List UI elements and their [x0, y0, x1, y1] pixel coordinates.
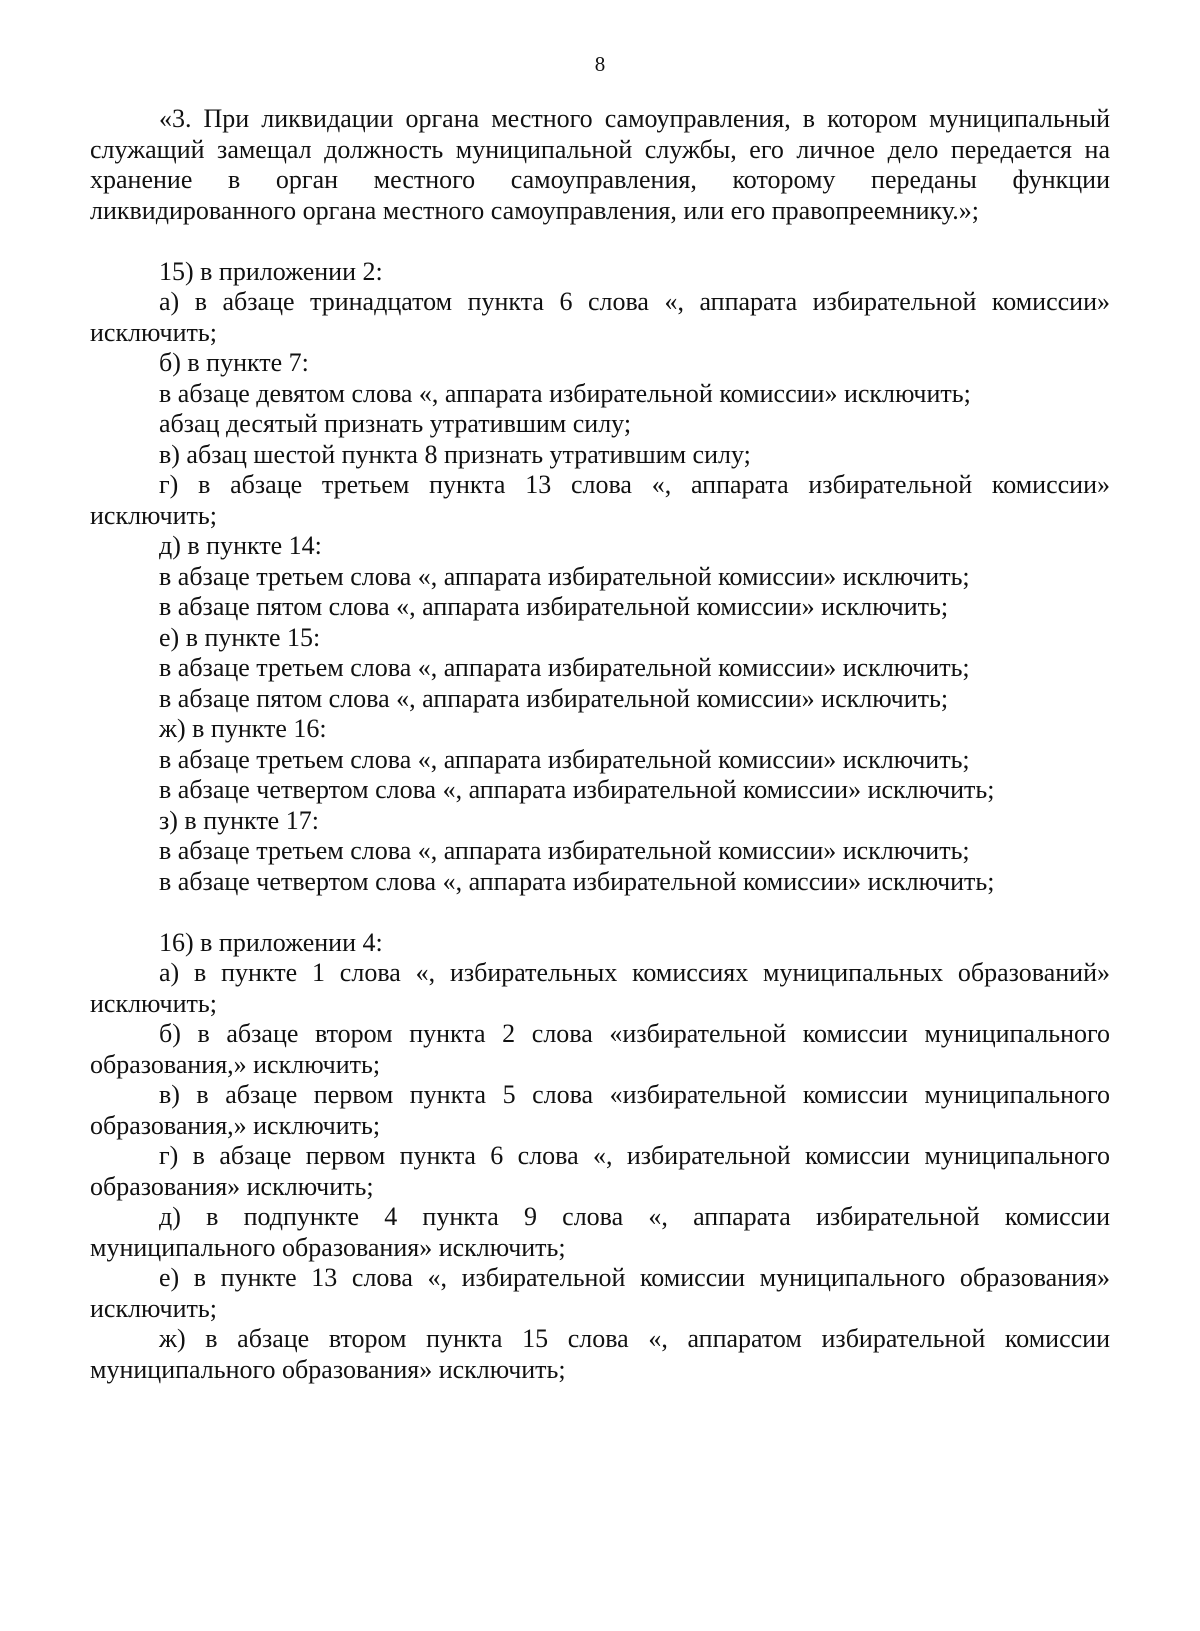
item-15-b-heading: б) в пункте 7:: [159, 348, 309, 377]
item-16-d: д) в подпункте 4 пункта 9 слова «, аппарата избирательной комиссии муниципального образования» исключить;: [90, 1202, 1110, 1262]
document-body: [90, 104, 1110, 1385]
item-16-b: б) в абзаце втором пункта 2 слова «избирательной комиссии муниципального образования,» исключить;: [90, 1019, 1110, 1079]
item-16-zh: ж) в абзаце втором пункта 15 слова «, аппаратом избирательной комиссии муниципального образования» исключить;: [90, 1324, 1110, 1384]
item-15-d-line-1: в абзаце третьем слова «, аппарата избирательной комиссии» исключить;: [159, 561, 970, 591]
item-15-a: а) в абзаце тринадцатом пункта 6 слова «, аппарата избирательной комиссии» исключить;: [90, 287, 1110, 347]
page-number: 8: [594, 52, 606, 76]
item-16-v: в) в абзаце первом пункта 5 слова «избирательной комиссии муниципального образования,» исключить;: [90, 1080, 1110, 1140]
paragraph-3-liquidation: «3. При ликвидации органа местного самоуправления, в котором муниципальный служащий замещал должность муниципальной службы, его личное дело передается на хранение в орган местного самоуправления, которому переданы функции ликвидированного органа местного самоуправления, или его правопреемнику.»;: [90, 104, 1110, 225]
item-16-e: е) в пункте 13 слова «, избирательной комиссии муниципального образования» исключить;: [90, 1263, 1110, 1323]
item-15-d-line-2: в абзаце пятом слова «, аппарата избирательной комиссии» исключить;: [159, 592, 949, 621]
item-15-zh-line-1: в абзаце третьем слова «, аппарата избирательной комиссии» исключить;: [159, 744, 970, 774]
item-16-a: а) в пункте 1 слова «, избирательных комиссиях муниципальных образований» исключить;: [90, 958, 1110, 1018]
item-15-e-line-1: в абзаце третьем слова «, аппарата избирательной комиссии» исключить;: [159, 653, 970, 682]
item-15-e-heading: е) в пункте 15:: [159, 622, 321, 652]
item-16-g: г) в абзаце первом пункта 6 слова «, избирательной комиссии муниципального образования» исключить;: [90, 1141, 1110, 1201]
item-15-z-line-1: в абзаце третьем слова «, аппарата избирательной комиссии» исключить;: [159, 836, 970, 865]
item-16-heading: 16) в приложении 4:: [159, 927, 383, 957]
item-15-b-line-2: абзац десятый признать утратившим силу;: [159, 409, 632, 438]
item-15-v: в) абзац шестой пункта 8 признать утратившим силу;: [159, 439, 751, 469]
item-15-z-heading: з) в пункте 17:: [159, 805, 319, 835]
item-15-b-line-1: в абзаце девятом слова «, аппарата избирательной комиссии» исключить;: [159, 378, 971, 408]
item-15-e-line-2: в абзаце пятом слова «, аппарата избирательной комиссии» исключить;: [159, 683, 949, 713]
item-15-zh-heading: ж) в пункте 16:: [159, 714, 327, 743]
item-15-z-line-2: в абзаце четвертом слова «, аппарата избирательной комиссии» исключить;: [159, 866, 995, 896]
item-15-heading: 15) в приложении 2:: [159, 256, 383, 286]
item-15-g: г) в абзаце третьем пункта 13 слова «, аппарата избирательной комиссии» исключить;: [90, 470, 1110, 530]
paragraph-spacer: [90, 226, 1110, 257]
item-15-d-heading: д) в пункте 14:: [159, 531, 322, 560]
paragraph-spacer: [90, 897, 1110, 928]
item-15-zh-line-2: в абзаце четвертом слова «, аппарата избирательной комиссии» исключить;: [159, 775, 995, 804]
